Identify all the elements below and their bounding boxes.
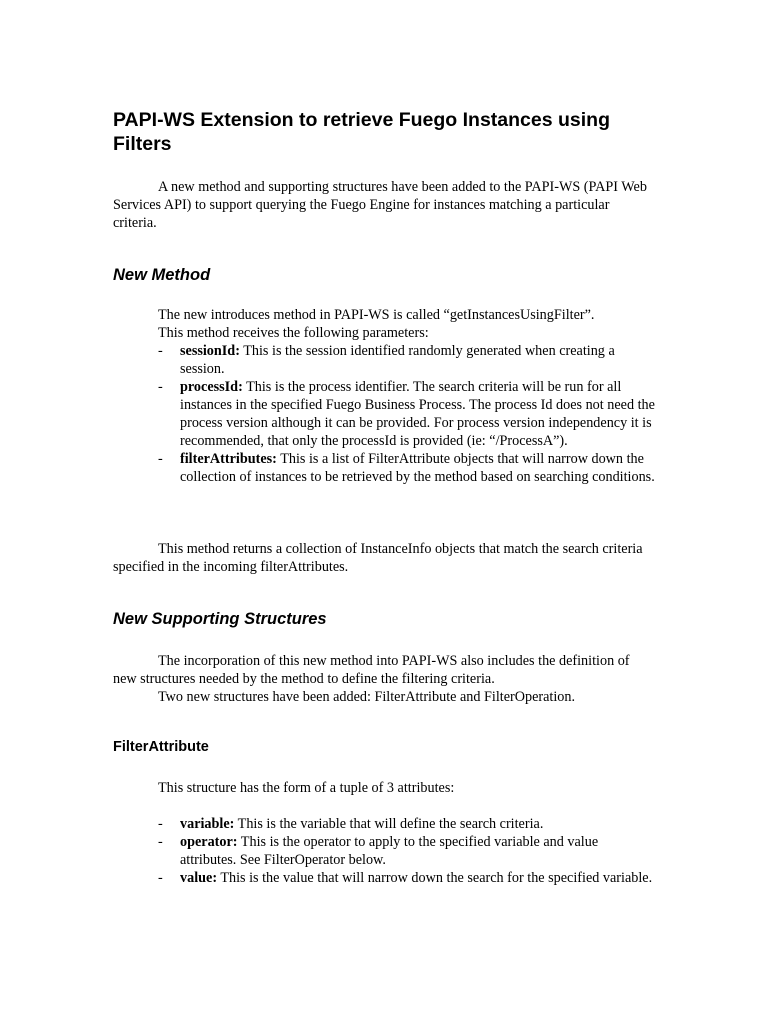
attribute-text: This is the variable that will define the search criteria. <box>234 816 544 832</box>
list-item <box>113 342 658 378</box>
new-method-lead-line1: The new introduces method in PAPI-WS is called “getInstancesUsingFilter”. <box>158 307 595 323</box>
param-text: This is the process identifier. The search criteria will be run for all instances in the specified Fuego Business Process. The process Id does not need the process version although it can be provided. For process version independency it is recommended, that only the processId is provided (ie: “/ProcessA”). <box>180 379 655 449</box>
new-method-lead-line2: This method receives the following parameters: <box>158 325 429 341</box>
attribute-text: This is the operator to apply to the specified variable and value attributes. See FilterOperator below. <box>180 834 599 868</box>
param-text: This is the session identified randomly generated when creating a session. <box>180 343 615 377</box>
new-method-heading: New Method <box>113 266 211 284</box>
intro-paragraph: A new method and supporting structures have been added to the PAPI-WS (PAPI Web Services API) to support querying the Fuego Engine for instances matching a particular criteria. <box>113 179 647 231</box>
list-item <box>113 815 658 833</box>
list-dash: - <box>158 816 163 832</box>
attribute-term: operator: <box>180 834 238 850</box>
attribute-term: variable: <box>180 816 235 832</box>
list-dash: - <box>158 379 163 395</box>
returns-paragraph: This method returns a collection of InstanceInfo objects that match the search criteria specified in the incoming filterAttributes. <box>113 541 643 575</box>
parameter-list <box>113 342 658 486</box>
filter-attribute-intro: This structure has the form of a tuple of 3 attributes: <box>158 780 455 796</box>
document-title: PAPI-WS Extension to retrieve Fuego Instances using Filters <box>113 109 610 155</box>
attribute-list <box>113 815 658 887</box>
attribute-text: This is the value that will narrow down the search for the specified variable. <box>217 870 653 886</box>
list-dash: - <box>158 834 163 850</box>
list-item <box>113 833 658 869</box>
filter-attribute-heading: FilterAttribute <box>113 739 209 755</box>
param-term: sessionId: <box>180 343 240 359</box>
param-term: processId: <box>180 379 243 395</box>
supporting-paragraph-1: The incorporation of this new method into PAPI-WS also includes the definition of new structures needed by the method to define the filtering criteria. <box>113 653 630 687</box>
list-item <box>113 450 658 486</box>
supporting-structures-heading: New Supporting Structures <box>113 610 327 628</box>
param-term: filterAttributes: <box>180 451 277 467</box>
list-item <box>113 378 658 450</box>
supporting-paragraph-2: Two new structures have been added: FilterAttribute and FilterOperation. <box>158 689 576 705</box>
list-dash: - <box>158 870 163 886</box>
list-dash: - <box>158 343 163 359</box>
list-dash: - <box>158 451 163 467</box>
attribute-term: value: <box>180 870 218 886</box>
list-item <box>113 869 658 887</box>
param-text: This is a list of FilterAttribute objects that will narrow down the collection of instances to be retrieved by the method based on searching conditions. <box>180 451 655 485</box>
